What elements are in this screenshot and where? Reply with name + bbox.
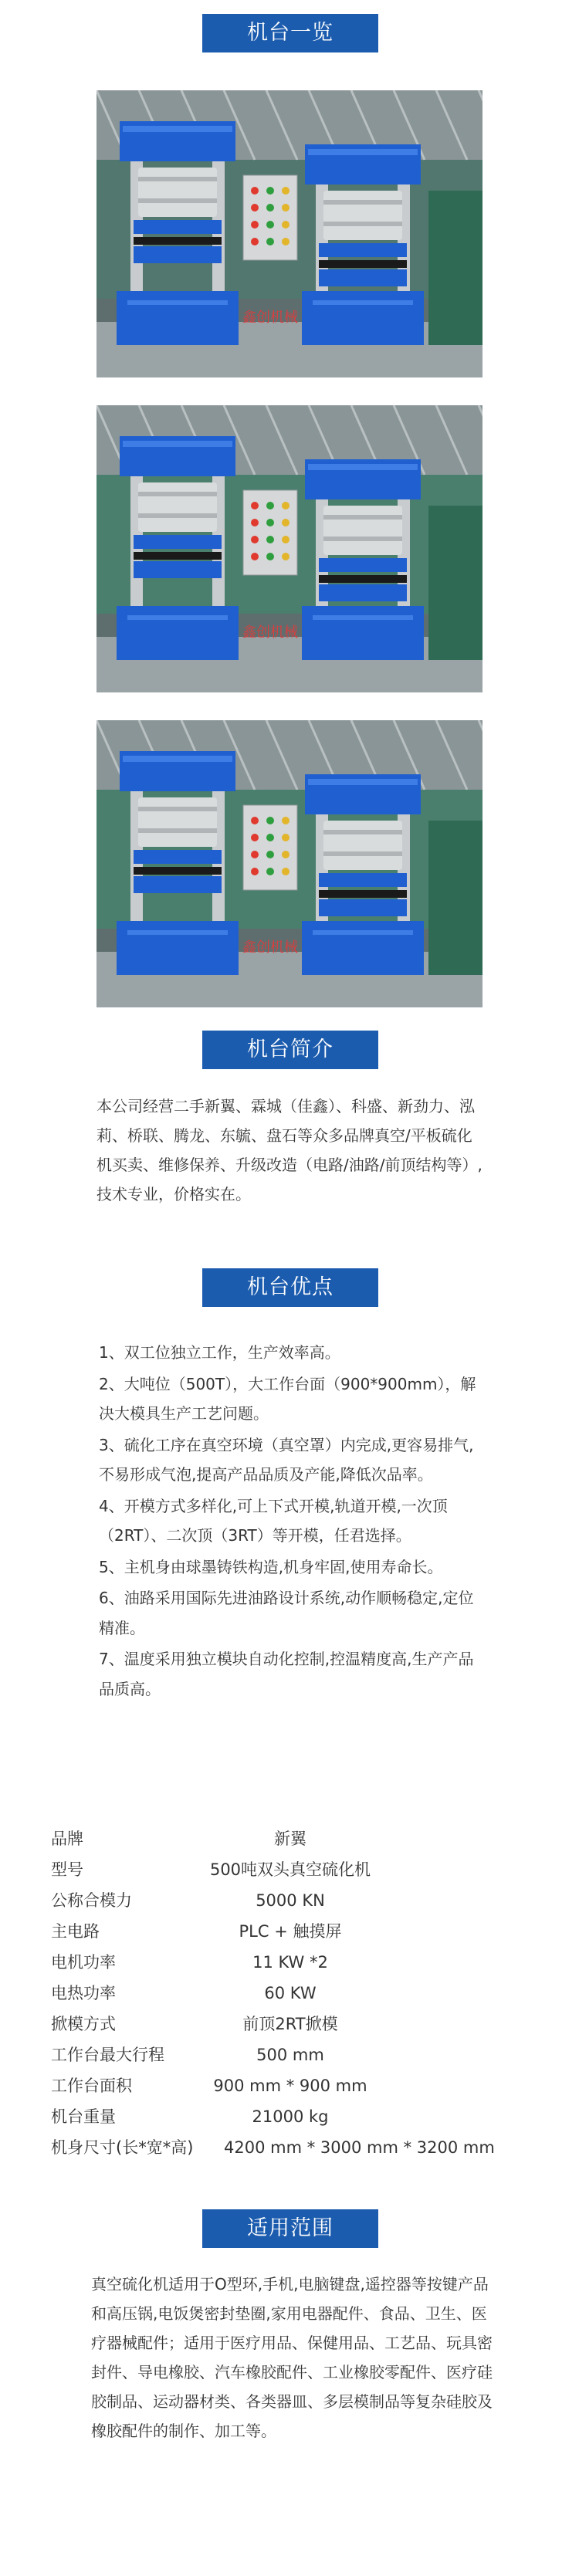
advantages-list: [99, 1338, 485, 1705]
section-title-overview: 机台一览: [202, 14, 378, 52]
spec-row: 机台重量 21000 kg: [51, 2101, 576, 2132]
advantage-item: 4、开模方式多样化,可上下式开模,轨道开模,一次顶（2RT）、二次顶（3RT）等开模，任君选择。: [99, 1496, 448, 1545]
spec-row: 公称合模力 5000 KN: [51, 1885, 576, 1916]
spec-label: 型号: [51, 1860, 83, 1879]
machine-illustration: [96, 720, 482, 1007]
machine-illustration: [96, 90, 482, 377]
machine-illustration: [96, 405, 482, 692]
advantage-item: 3、硫化工序在真空环境（真空罩）内完成,更容易排气,不易形成气泡,提高产品品质及产能,降低次品率。: [99, 1435, 474, 1484]
advantage-item: 1、双工位独立工作，生产效率高。: [99, 1343, 340, 1362]
advantage-item: 2、大吨位（500T），大工作台面（900*900mm），解决大模具生产工艺问题。: [99, 1374, 476, 1423]
spec-row: 工作台面积 900 mm * 900 mm: [51, 2070, 576, 2101]
intro-paragraph: [96, 1092, 482, 1209]
watermark-text: 鑫创机械: [242, 625, 298, 641]
section-title-advantages: 机台优点: [202, 1268, 378, 1307]
spec-label: 电热功率: [51, 1984, 116, 2002]
scope-text: 真空硫化机适用于O型环,手机,电脑键盘,遥控器等按键产品和高压锅,电饭煲密封垫圈,家用电器配件、食品、卫生、医疗器械配件；适用于医疗用品、保健用品、工艺品、玩具密封件、导电橡胶、汽车橡胶配件、工业橡胶零配件、医疗硅胶制品、运动器材类、各类器皿、多层模制品等复杂硅胶及橡胶配件的制作、加工等。: [91, 2275, 493, 2440]
watermark-text: 鑫创机械: [242, 310, 298, 326]
watermark-text: 鑫创机械: [242, 939, 298, 956]
spec-row: 掀模方式 前顶2RT掀模: [51, 2009, 576, 2039]
spec-row: [51, 2132, 576, 2163]
spec-label: 掀模方式: [51, 2015, 116, 2033]
section-title-intro: 机台简介: [202, 1031, 378, 1069]
section-title-scope: 适用范围: [202, 2209, 378, 2248]
machine-photo-3: [96, 720, 482, 1007]
machine-photo-1: [96, 90, 482, 377]
spec-label: 电机功率: [51, 1953, 116, 1972]
spec-label: 品牌: [51, 1830, 83, 1848]
spec-row: 型号 500吨双头真空硫化机: [51, 1854, 576, 1885]
spec-row: 电热功率 60 KW: [51, 1978, 576, 2009]
spec-label: 工作台最大行程: [51, 2046, 164, 2064]
spec-label: 主电路: [51, 1922, 100, 1941]
spec-table: [51, 1823, 576, 2163]
spec-label: 机身尺寸(长*宽*高): [51, 2138, 194, 2157]
spec-row: 品牌 新翼: [51, 1823, 576, 1854]
spec-label: 工作台面积: [51, 2077, 132, 2095]
advantage-item: 6、油路采用国际先进油路设计系统,动作顺畅稳定,定位精准。: [99, 1589, 474, 1637]
scope-paragraph: [91, 2270, 493, 2446]
advantage-item: 7、温度采用独立模块自动化控制,控温精度高,生产产品品质高。: [99, 1650, 474, 1698]
spec-row: 电机功率 11 KW *2: [51, 1947, 576, 1978]
advantage-item: 5、主机身由球墨铸铁构造,机身牢固,使用寿命长。: [99, 1557, 443, 1576]
spec-row: 工作台最大行程 500 mm: [51, 2039, 576, 2070]
machine-photo-2: [96, 405, 482, 692]
spec-row: 主电路 PLC + 触摸屏: [51, 1916, 576, 1947]
spec-label: 公称合模力: [51, 1891, 132, 1910]
spec-value: 4200 mm * 3000 mm * 3200 mm: [224, 2138, 495, 2157]
spec-label: 机台重量: [51, 2107, 116, 2126]
intro-text: 本公司经营二手新翼、霖城（佳鑫）、科盛、新劲力、泓莉、桥联、腾龙、东毓、盘石等众多品牌真空/平板硫化机买卖、维修保养、升级改造（电路/油路/前顶结构等）,技术专业，价格实在。: [96, 1097, 482, 1203]
